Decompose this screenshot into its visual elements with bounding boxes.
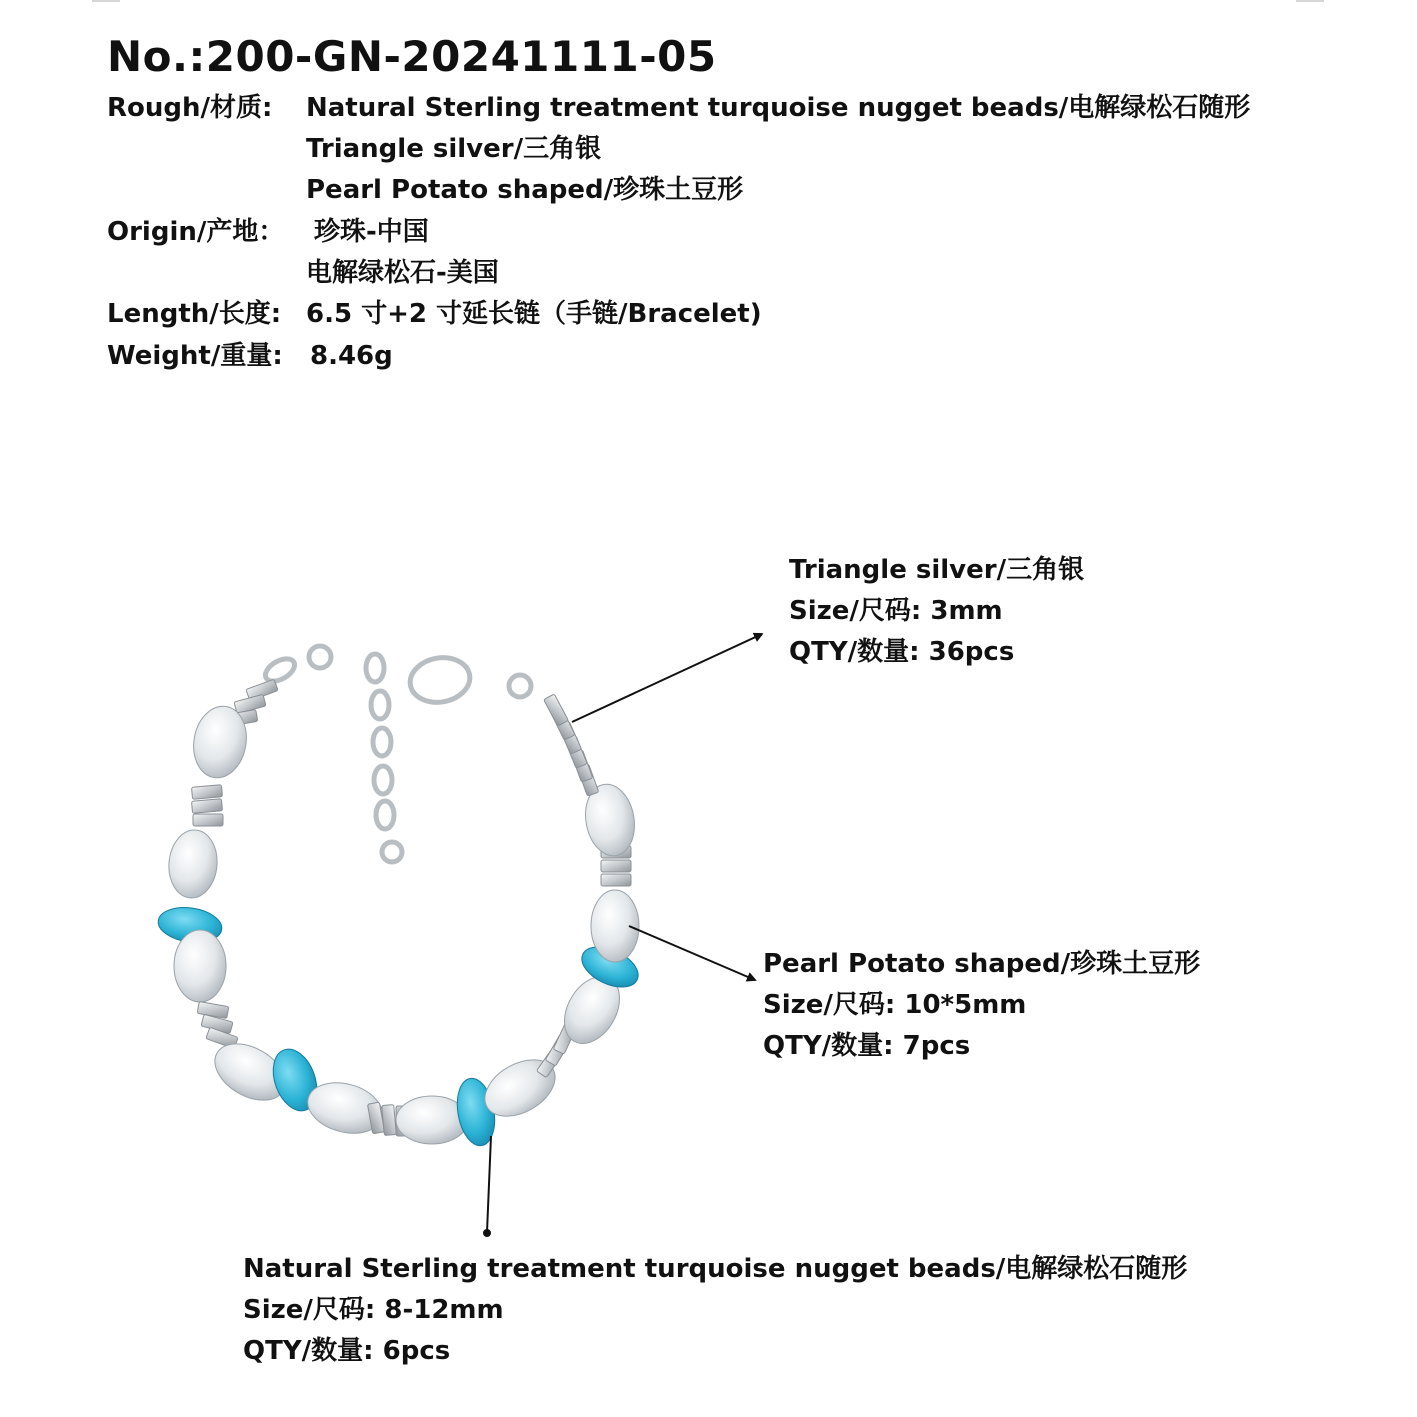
silver-spacer [382, 1105, 397, 1136]
length-value: 6.5 寸+2 寸延长链（手链/Bracelet) [306, 299, 762, 329]
callout-silver-size: Size/尺码: 3mm [789, 596, 1003, 626]
origin-value-pearl: 珍珠-中国 [314, 217, 429, 247]
weight-value: 8.46g [310, 341, 393, 371]
silver-spacer [193, 814, 223, 826]
rough-value-turquoise: Natural Sterling treatment turquoise nugget beads/电解绿松石随形 [306, 93, 1251, 123]
callout-silver-qty: QTY/数量: 36pcs [789, 637, 1015, 667]
silver-spacer [601, 874, 631, 886]
lobster-clasp [407, 653, 474, 707]
silver-spacer [601, 860, 631, 872]
callout-silver [789, 557, 1084, 680]
pearl-bead [591, 890, 639, 962]
chain-link [371, 691, 389, 719]
callout-pearl-qty: QTY/数量: 7pcs [763, 1031, 971, 1061]
callout-pearl [763, 951, 1200, 1074]
callout-turquoise [243, 1256, 1187, 1379]
callout-turquoise-name: Natural Sterling treatment turquoise nugget beads/电解绿松石随形 [243, 1254, 1188, 1284]
clasp-chain [262, 646, 531, 862]
arrow-pearl [629, 926, 755, 980]
silver-spacer [192, 785, 223, 800]
callout-silver-name: Triangle silver/三角银 [789, 555, 1085, 585]
arrow-turquoise [487, 1136, 491, 1232]
bead-strand [156, 679, 644, 1148]
length-label: Length/长度: [107, 299, 282, 329]
callout-pearl-name: Pearl Potato shaped/珍珠土豆形 [763, 949, 1201, 979]
chain-link [376, 801, 394, 829]
callout-turquoise-qty: QTY/数量: 6pcs [243, 1336, 451, 1366]
origin-value-turquoise: 电解绿松石-美国 [306, 258, 499, 288]
silver-spacer [544, 694, 569, 726]
chain-link [373, 728, 391, 756]
pearl-bead [166, 828, 220, 900]
jump-ring [309, 646, 331, 668]
arrow-dot [484, 1230, 490, 1236]
jump-ring [509, 675, 531, 697]
weight-label: Weight/重量: [107, 341, 283, 371]
chain-link [262, 654, 299, 686]
silver-spacer [192, 799, 223, 814]
product-number: No.:200-GN-20241111-05 [107, 32, 717, 81]
rough-value-silver: Triangle silver/三角银 [306, 134, 602, 164]
chain-link [374, 766, 392, 794]
origin-label: Origin/产地： [107, 217, 285, 247]
callout-turquoise-size: Size/尺码: 8-12mm [243, 1295, 504, 1325]
chain-link [366, 654, 384, 682]
rough-value-pearl: Pearl Potato shaped/珍珠土豆形 [306, 175, 744, 205]
jump-ring [382, 842, 402, 862]
silver-spacer [197, 1001, 229, 1018]
callout-pearl-size: Size/尺码: 10*5mm [763, 990, 1027, 1020]
pearl-bead [174, 930, 226, 1002]
arrow-silver [572, 634, 762, 722]
rough-label: Rough/材质: [107, 93, 273, 123]
